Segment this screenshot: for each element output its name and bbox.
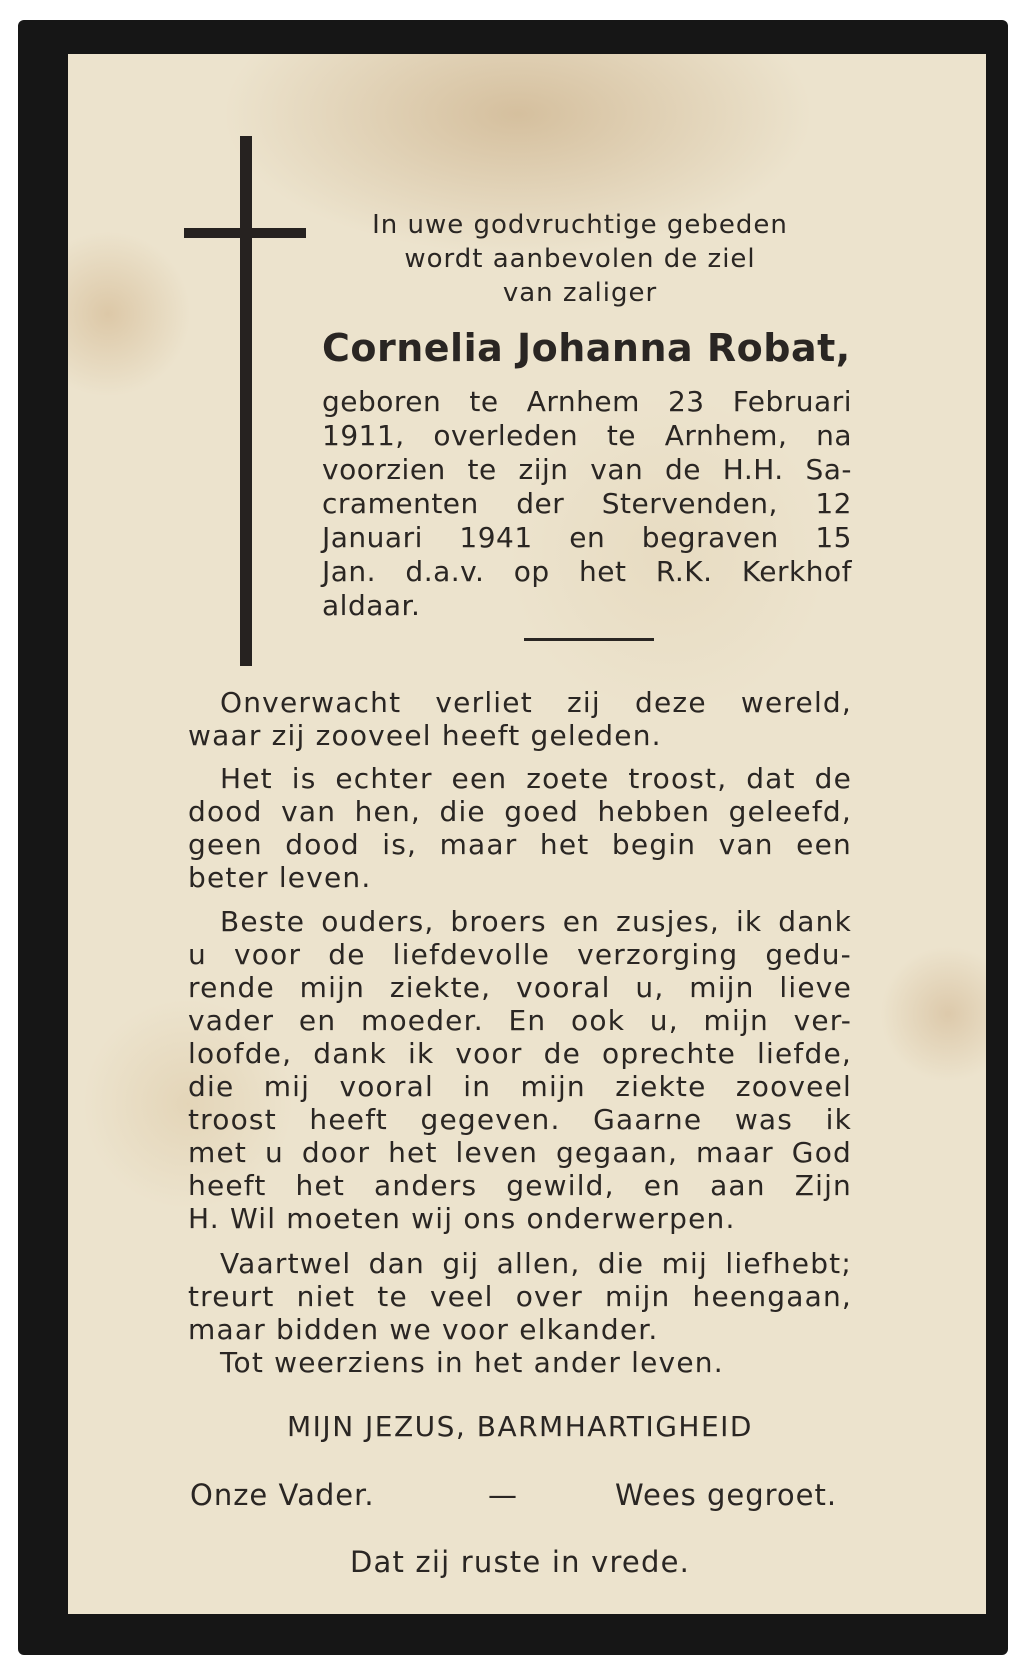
- bio-line: voorzien te zijn van de H.H. Sa-: [322, 453, 852, 486]
- paragraph-line: loofde, dank ik voor de oprechte liefde,: [188, 1037, 852, 1070]
- paragraph-line: vader en moeder. En ook u, mijn ver-: [188, 1004, 852, 1037]
- cross-icon: [240, 136, 252, 666]
- paragraph-line: Tot weerziens in het ander leven.: [220, 1346, 724, 1379]
- bio-line: aldaar.: [322, 589, 421, 622]
- intro-line-3: van zaliger: [502, 278, 658, 308]
- paragraph-line: waar zij zooveel heeft geleden.: [188, 719, 662, 752]
- deceased-name: Cornelia Johanna Robat,: [322, 326, 851, 370]
- bio-line: Jan. d.a.v. op het R.K. Kerkhof: [322, 555, 852, 588]
- paragraph-line: met u door het leven gegaan, maar God: [188, 1136, 852, 1169]
- paragraph-line: beter leven.: [188, 861, 372, 894]
- paragraph-line: die mij vooral in mijn ziekte zooveel: [188, 1070, 852, 1103]
- motto: MIJN JEZUS, BARMHARTIGHEID: [287, 1410, 753, 1443]
- paragraph-line: dood van hen, die goed hebben geleefd,: [188, 795, 852, 828]
- cross-icon-bar: [184, 228, 306, 238]
- bio-line: 1911, overleden te Arnhem, na: [322, 419, 852, 452]
- paragraph-line: Beste ouders, broers en zusjes, ik dank: [220, 905, 852, 938]
- paragraph-line: troost heeft gegeven. Gaarne was ik: [188, 1103, 852, 1136]
- bio-line: geboren te Arnhem 23 Februari: [322, 385, 852, 418]
- bio-line: cramenten der Stervenden, 12: [322, 487, 852, 520]
- paragraph-line: treurt niet te veel over mijn heengaan,: [188, 1280, 852, 1313]
- paragraph-line: Het is echter een zoete troost, dat de: [220, 762, 852, 795]
- paragraph-line: heeft het anders gewild, en aan Zijn: [188, 1169, 852, 1202]
- divider-rule: [524, 638, 654, 641]
- closing-line: Dat zij ruste in vrede.: [349, 1545, 691, 1579]
- paragraph-line: maar bidden we voor elkander.: [188, 1313, 659, 1346]
- paragraph-line: geen dood is, maar het begin van een: [188, 828, 852, 861]
- prayer-wees-gegroet: Wees gegroet.: [615, 1478, 838, 1512]
- paragraph-line: H. Wil moeten wij ons onderwerpen.: [188, 1202, 736, 1235]
- paragraph-line: rende mijn ziekte, vooral u, mijn lieve: [188, 971, 852, 1004]
- paragraph-line: Vaartwel dan gij allen, die mij liefhebt;: [220, 1247, 852, 1280]
- bio-line: Januari 1941 en begraven 15: [322, 521, 852, 554]
- paragraph-line: Onverwacht verliet zij deze wereld,: [220, 686, 852, 719]
- prayer-separator: —: [488, 1478, 518, 1512]
- intro-line-1: In uwe godvruchtige gebeden: [372, 210, 788, 240]
- prayer-onze-vader: Onze Vader.: [190, 1478, 375, 1512]
- intro-line-2: wordt aanbevolen de ziel: [404, 244, 756, 274]
- paragraph-line: u voor de liefdevolle verzorging gedu-: [188, 938, 852, 971]
